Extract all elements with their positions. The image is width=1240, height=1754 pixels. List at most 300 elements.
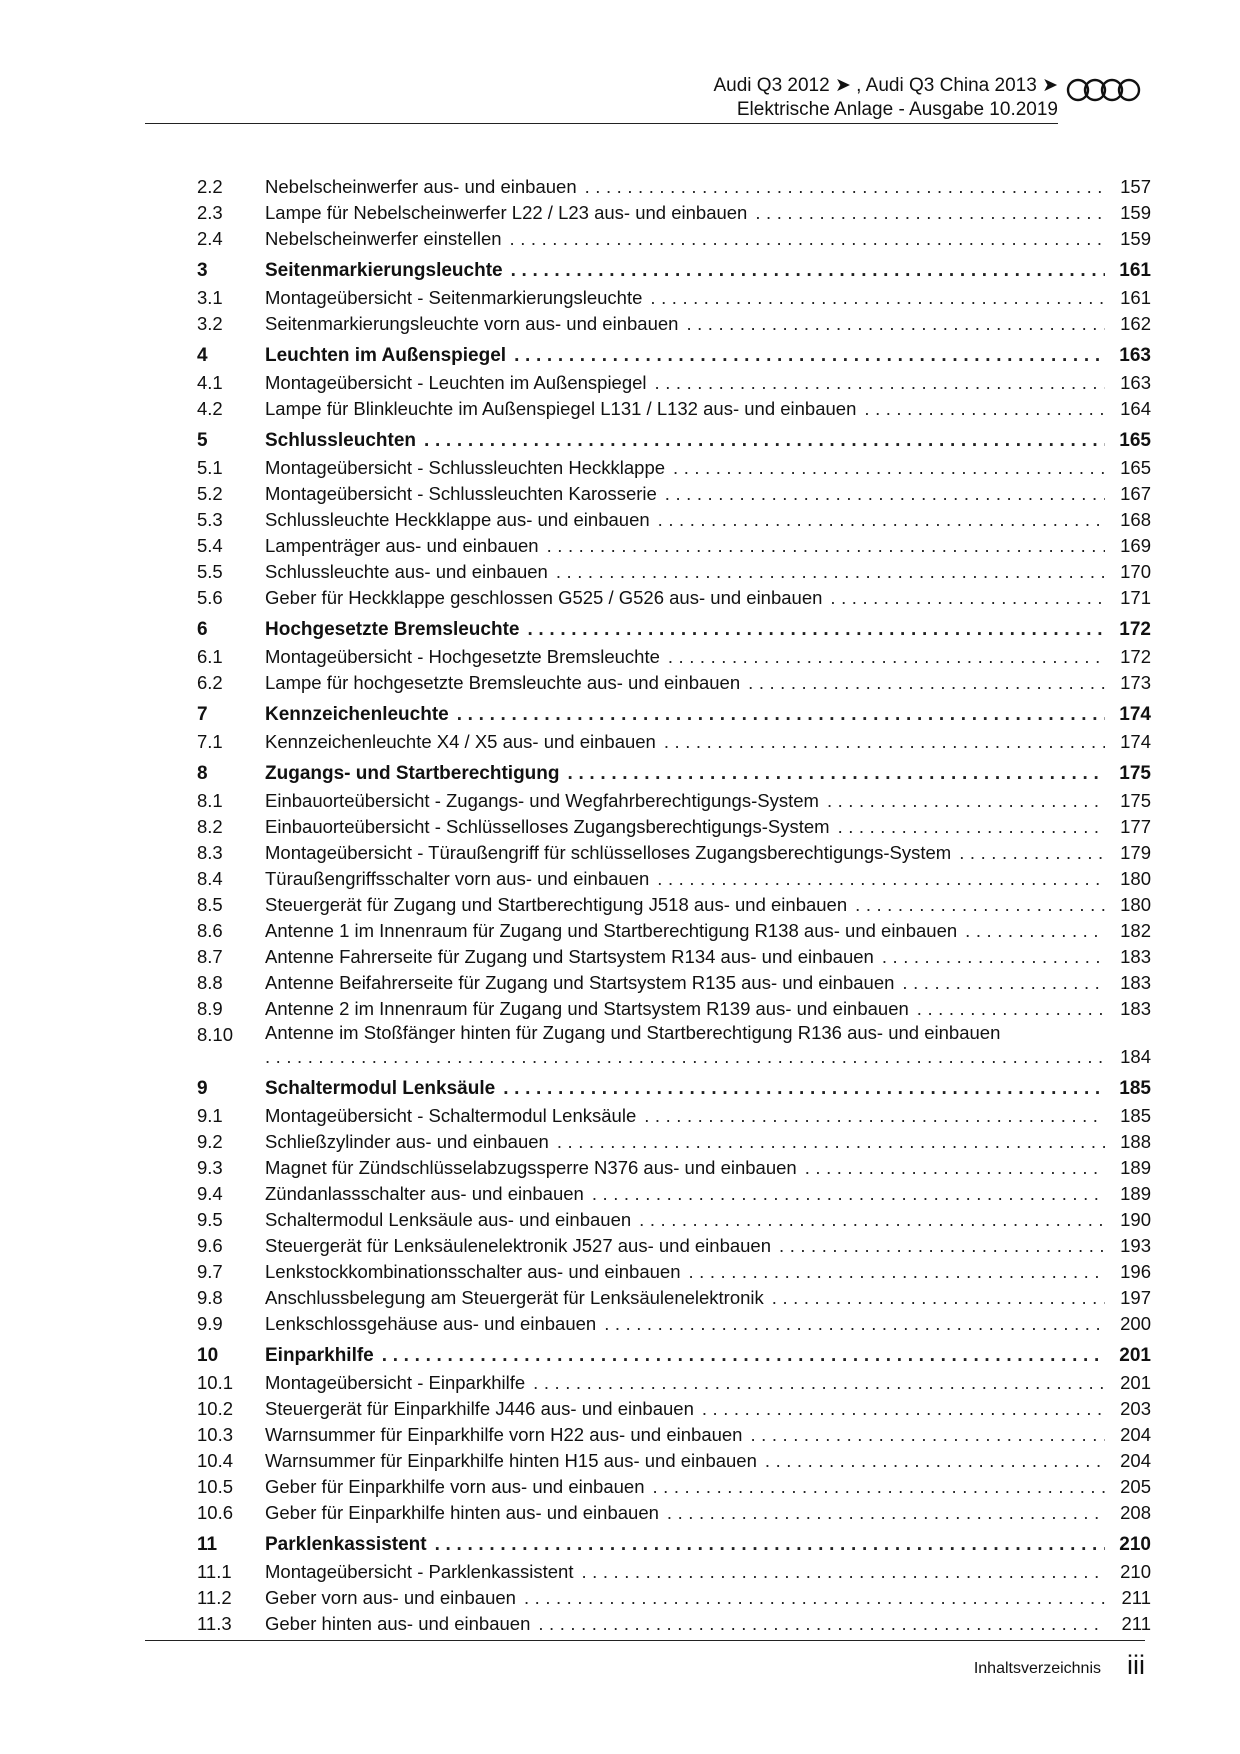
toc-section-entry[interactable] [197,918,1151,944]
toc-entry-number: 11.1 [197,1561,232,1582]
toc-entry-page: 211 [1121,1587,1151,1608]
toc-dot-leader [772,1285,1105,1311]
toc-entry-body [265,1181,1151,1207]
toc-entry-title: Steuergerät für Lenksäulenelektronik J527 aus- und einbauen [265,1235,772,1256]
toc-entry-page: 183 [1120,998,1151,1019]
toc-entry-page: 180 [1120,868,1151,889]
toc-entry-number: 9.2 [197,1131,223,1152]
toc-entry-title: Lampe für Blinkleuchte im Außenspiegel L131 / L132 aus- und einbauen [265,398,857,419]
audi-rings-icon [1065,76,1145,104]
toc-entry-title: Kennzeichenleuchte [265,704,449,725]
toc-entry-title: Montageübersicht - Leuchten im Außenspiegel [265,372,647,393]
toc-entry-body [265,761,1151,787]
toc-entry-body [265,1022,1151,1068]
toc-entry-title: Lenkstockkombinationsschalter aus- und einbauen [265,1261,681,1282]
toc-dot-leader [855,892,1105,918]
toc-entry-body [265,1343,1151,1369]
toc-entry-title: Zugangs- und Startberechtigung [265,763,560,784]
toc-entry-number: 6.1 [197,646,223,667]
toc-section-entry[interactable] [197,1585,1151,1611]
toc-dot-leader [538,1611,1105,1637]
toc-entry-number: 2.2 [197,176,223,197]
toc-entry-number: 3.1 [197,287,223,308]
toc-section-entry[interactable] [197,1207,1151,1233]
toc-entry-body [265,428,1151,454]
toc-entry-page: 175 [1119,763,1151,784]
toc-entry-page: 200 [1120,1313,1151,1334]
toc-section-entry[interactable] [197,1474,1151,1500]
toc-entry-body [265,1155,1151,1181]
toc-dot-leader [965,918,1105,944]
toc-entry-title: Montageübersicht - Schaltermodul Lenksäule [265,1105,637,1126]
toc-entry-title: Leuchten im Außenspiegel [265,345,507,366]
toc-section-entry[interactable] [197,1422,1151,1448]
toc-entry-number: 10.2 [197,1398,234,1419]
toc-entry-number: 11.3 [197,1613,232,1634]
toc-entry-number: 9 [197,1078,208,1099]
toc-entry-page: 161 [1119,260,1151,281]
toc-entry-title: Nebelscheinwerfer einstellen [265,228,502,249]
toc-entry-body [265,311,1151,337]
page-header [145,70,1145,122]
toc-section-entry[interactable] [197,866,1151,892]
toc-entry-body [265,866,1151,892]
toc-entry-body [265,1474,1151,1500]
toc-entry-number: 5.6 [197,587,223,608]
toc-entry-body [265,729,1151,755]
toc-entry-number: 10.1 [197,1372,234,1393]
page-footer [145,1640,1145,1700]
toc-entry-number: 9.4 [197,1183,223,1204]
toc-entry-page: 165 [1120,457,1151,478]
toc-entry-page: 179 [1120,842,1151,863]
toc-entry-title: Kennzeichenleuchte X4 / X5 aus- und einbauen [265,731,656,752]
toc-entry-number: 10.6 [197,1502,234,1523]
toc-entry-title: Schlussleuchte Heckklappe aus- und einbauen [265,509,650,530]
toc-entry-page: 204 [1120,1450,1151,1471]
toc-entry-page: 167 [1120,483,1151,504]
toc-entry-number: 9.9 [197,1313,223,1334]
toc-section-entry[interactable] [197,174,1151,200]
toc-entry-body [265,1311,1151,1337]
toc-section-entry[interactable] [197,1611,1151,1637]
toc-section-entry[interactable] [197,1181,1151,1207]
toc-entry-number: 6.2 [197,672,223,693]
toc-section-entry[interactable] [197,1448,1151,1474]
toc-entry-page: 210 [1119,1534,1151,1555]
footer-section-label: Inhaltsverzeichnis [973,1660,1101,1677]
toc-entry-body [265,370,1151,396]
toc-dot-leader [265,1044,1105,1068]
toc-dot-leader [664,729,1105,755]
toc-entry-page: 168 [1120,509,1151,530]
toc-entry-title: Schaltermodul Lenksäule aus- und einbauen [265,1209,632,1230]
toc-entry-number: 4.1 [197,372,223,393]
toc-dot-leader [765,1448,1105,1474]
toc-entry-body [265,285,1151,311]
toc-entry-body [265,1396,1151,1422]
toc-entry-title: Geber hinten aus- und einbauen [265,1613,531,1634]
toc-entry-body [265,481,1151,507]
toc-entry-number: 8.6 [197,920,223,941]
toc-entry-number: 10.4 [197,1450,234,1471]
toc-entry-page: 193 [1120,1235,1151,1256]
toc-entry-number: 3.2 [197,313,223,334]
toc-entry-title: Schlussleuchten [265,430,416,451]
toc-entry-body [265,970,1151,996]
toc-entry-title: Geber für Heckklappe geschlossen G525 / G526 aus- und einbauen [265,587,823,608]
toc-dot-leader [917,996,1105,1022]
toc-entry-number: 5.3 [197,509,223,530]
toc-entry-body [265,1448,1151,1474]
toc-entry-number: 2.3 [197,202,223,223]
toc-entry-title: Schlussleuchte aus- und einbauen [265,561,548,582]
toc-entry-body [265,1422,1151,1448]
toc-dot-leader [657,866,1105,892]
toc-entry-number: 8.5 [197,894,223,915]
toc-section-entry[interactable] [197,1233,1151,1259]
toc-section-entry[interactable] [197,1559,1151,1585]
toc-entry-number: 5.2 [197,483,223,504]
toc-entry-page: 189 [1120,1157,1151,1178]
toc-section-entry[interactable] [197,285,1151,311]
toc-entry-body [265,617,1151,643]
toc-entry-page: 174 [1120,731,1151,752]
toc-entry-body [265,507,1151,533]
toc-entry-page: 183 [1120,972,1151,993]
toc-dot-leader [665,481,1105,507]
toc-entry-body [265,396,1151,422]
toc-entry-number: 2.4 [197,228,223,249]
toc-entry-number: 10.5 [197,1476,234,1497]
header-vehicle-line: Audi Q3 2012 ➤ , Audi Q3 China 2013 ➤ [713,75,1058,96]
toc-entry-title: Steuergerät für Zugang und Startberechtigung J518 aus- und einbauen [265,894,848,915]
toc-entry-number: 9.3 [197,1157,223,1178]
toc-entry-page: 190 [1120,1209,1151,1230]
toc-entry-number: 5.1 [197,457,223,478]
toc-entry-number: 11 [197,1534,218,1555]
toc-entry-title: Montageübersicht - Einparkhilfe [265,1372,526,1393]
toc-section-entry[interactable] [197,1022,1151,1070]
toc-entry-title: Lenkschlossgehäuse aus- und einbauen [265,1313,597,1334]
toc-section-entry[interactable] [197,729,1151,755]
toc-entry-title: Schaltermodul Lenksäule [265,1078,496,1099]
toc-dot-leader [688,1259,1105,1285]
toc-section-entry[interactable] [197,455,1151,481]
toc-dot-leader [750,1422,1105,1448]
toc-section-entry[interactable] [197,996,1151,1022]
toc-entry-title: Antenne im Stoßfänger hinten für Zugang und Startberechtigung R136 aus- und einbauen [265,1022,1001,1043]
toc-entry-title: Schließzylinder aus- und einbauen [265,1131,549,1152]
toc-dot-leader [838,814,1105,840]
toc-dot-leader [959,840,1105,866]
toc-section-entry[interactable] [197,1155,1151,1181]
toc-dot-leader [435,1532,1105,1558]
toc-section-entry[interactable] [197,1103,1151,1129]
toc-entry-title: Nebelscheinwerfer aus- und einbauen [265,176,577,197]
toc-entry-title: Lampenträger aus- und einbauen [265,535,539,556]
toc-entry-number: 9.7 [197,1261,223,1282]
toc-entry-page: 175 [1120,790,1151,811]
toc-entry-body [265,918,1151,944]
toc-entry-title: Montageübersicht - Türaußengriff für schlüsselloses Zugangsberechtigungs-System [265,842,952,863]
toc-entry-title: Warnsummer für Einparkhilfe vorn H22 aus- und einbauen [265,1424,743,1445]
toc-entry-body [265,258,1151,284]
toc-section-entry[interactable] [197,814,1151,840]
toc-entry-page: 173 [1120,672,1151,693]
toc-entry-title: Magnet für Zündschlüsselabzugssperre N376 aus- und einbauen [265,1157,797,1178]
toc-entry-number: 7.1 [197,731,223,752]
toc-chapter-entry[interactable] [197,258,1151,285]
toc-entry-body [265,892,1151,918]
toc-entry-title: Montageübersicht - Schlussleuchten Heckklappe [265,457,666,478]
toc-dot-leader [639,1207,1105,1233]
toc-entry-body [265,533,1151,559]
toc-section-entry[interactable] [197,585,1151,611]
toc-dot-leader [581,1559,1105,1585]
toc-entry-title: Geber für Einparkhilfe hinten aus- und einbauen [265,1502,659,1523]
toc-entry-body [265,1585,1151,1611]
toc-entry-body [265,644,1151,670]
toc-entry-body [265,840,1151,866]
toc-entry-page: 172 [1119,619,1151,640]
toc-entry-page: 185 [1120,1105,1151,1126]
toc-entry-title: Hochgesetzte Bremsleuchte [265,619,520,640]
toc-entry-body [265,226,1151,252]
toc-chapter-entry[interactable] [197,617,1151,644]
toc-dot-leader [604,1311,1105,1337]
toc-entry-page: 208 [1120,1502,1151,1523]
toc-section-entry[interactable] [197,559,1151,585]
toc-entry-page: 172 [1120,646,1151,667]
toc-entry-body [265,1129,1151,1155]
toc-entry-number: 9.1 [197,1105,223,1126]
toc-entry-page: 210 [1120,1561,1151,1582]
toc-entry-page: 164 [1120,398,1151,419]
toc-entry-page: 171 [1120,587,1151,608]
toc-entry-title: Geber für Einparkhilfe vorn aus- und einbauen [265,1476,645,1497]
toc-entry-title: Seitenmarkierungsleuchte [265,260,503,281]
toc-section-entry[interactable] [197,1129,1151,1155]
toc-entry-body [265,1076,1151,1102]
toc-entry-page: 169 [1120,535,1151,556]
toc-dot-leader [830,585,1105,611]
toc-entry-body [265,455,1151,481]
toc-chapter-entry[interactable] [197,1076,1151,1103]
toc-entry-body [265,944,1151,970]
toc-entry-page: 163 [1119,345,1151,366]
toc-entry-body [265,1259,1151,1285]
toc-dot-leader [667,1500,1105,1526]
toc-entry-title: Parklenkassistent [265,1534,427,1555]
toc-chapter-entry[interactable] [197,1532,1151,1559]
toc-dot-leader [514,343,1105,369]
toc-entry-number: 8 [197,763,208,784]
toc-entry-page: 159 [1120,202,1151,223]
toc-chapter-entry[interactable] [197,1343,1151,1370]
toc-entry-page: 201 [1119,1345,1151,1366]
toc-entry-page: 170 [1120,561,1151,582]
toc-dot-leader [655,370,1105,396]
toc-dot-leader [527,617,1105,643]
toc-dot-leader [557,1129,1105,1155]
toc-entry-number: 9.6 [197,1235,223,1256]
toc-entry-body [265,1233,1151,1259]
toc-dot-leader [673,455,1105,481]
toc-entry-title: Seitenmarkierungsleuchte vorn aus- und einbauen [265,313,679,334]
toc-dot-leader [510,226,1105,252]
toc-dot-leader [702,1396,1105,1422]
toc-entry-number: 6 [197,619,208,640]
toc-entry-body [265,1532,1151,1558]
toc-entry-number: 5.4 [197,535,223,556]
toc-entry-title: Antenne Fahrerseite für Zugang und Startsystem R134 aus- und einbauen [265,946,874,967]
toc-dot-leader [524,1585,1105,1611]
toc-entry-page: 180 [1120,894,1151,915]
toc-entry-body [265,1103,1151,1129]
toc-section-entry[interactable] [197,944,1151,970]
toc-section-entry[interactable] [197,1259,1151,1285]
toc-entry-number: 3 [197,260,208,281]
toc-entry-page: 196 [1120,1261,1151,1282]
toc-entry-number: 8.8 [197,972,223,993]
toc-chapter-entry[interactable] [197,428,1151,455]
toc-entry-page: 163 [1120,372,1151,393]
toc-dot-leader [882,944,1105,970]
toc-entry-number: 8.9 [197,998,223,1019]
toc-entry-title: Warnsummer für Einparkhilfe hinten H15 aus- und einbauen [265,1450,757,1471]
toc-entry-title: Antenne 2 im Innenraum für Zugang und Startsystem R139 aus- und einbauen [265,998,909,1019]
toc-entry-title: Montageübersicht - Parklenkassistent [265,1561,574,1582]
toc-entry-body [265,996,1151,1022]
toc-entry-number: 8.2 [197,816,223,837]
toc-section-entry[interactable] [197,226,1151,252]
toc-section-entry[interactable] [197,670,1151,696]
toc-entry-number: 5 [197,430,208,451]
toc-entry-body [265,559,1151,585]
toc-dot-leader [779,1233,1105,1259]
toc-chapter-entry[interactable] [197,343,1151,370]
toc-dot-leader [503,1076,1105,1102]
toc-entry-page: 189 [1120,1183,1151,1204]
toc-section-entry[interactable] [197,1311,1151,1337]
toc-dot-leader [533,1370,1105,1396]
toc-entry-title: Türaußengriffsschalter vorn aus- und einbauen [265,868,650,889]
toc-dot-leader [382,1343,1105,1369]
toc-entry-page: 183 [1120,946,1151,967]
toc-entry-page: 182 [1120,920,1151,941]
toc-entry-page: 203 [1120,1398,1151,1419]
toc-section-entry[interactable] [197,788,1151,814]
toc-entry-title: Einbauorteübersicht - Schlüsselloses Zugangsberechtigungs-System [265,816,830,837]
toc-section-entry[interactable] [197,1285,1151,1311]
toc-entry-page: 174 [1119,704,1151,725]
toc-entry-body [265,1370,1151,1396]
toc-entry-number: 9.5 [197,1209,223,1230]
toc-entry-page: 211 [1121,1613,1151,1634]
toc-entry-page: 162 [1120,313,1151,334]
toc-entry-title: Zündanlassschalter aus- und einbauen [265,1183,584,1204]
footer-page-number: iii [1127,1650,1145,1680]
toc-entry-page: 197 [1120,1287,1151,1308]
toc-entry-continuation [265,1044,1151,1068]
toc-section-entry[interactable] [197,507,1151,533]
toc-entry-number: 8.3 [197,842,223,863]
toc-entry-page: 159 [1120,228,1151,249]
toc-dot-leader [653,1474,1106,1500]
toc-entry-title: Lampe für hochgesetzte Bremsleuchte aus- und einbauen [265,672,741,693]
toc-entry-page: 165 [1119,430,1151,451]
toc-section-entry[interactable] [197,481,1151,507]
toc-section-entry[interactable] [197,840,1151,866]
toc-dot-leader [585,174,1105,200]
toc-section-entry[interactable] [197,311,1151,337]
toc-section-entry[interactable] [197,1396,1151,1422]
toc-entry-number: 9.8 [197,1287,223,1308]
footer-rule [145,1640,1145,1641]
toc-entry-body [265,814,1151,840]
toc-dot-leader [592,1181,1105,1207]
toc-section-entry[interactable] [197,644,1151,670]
toc-dot-leader [568,761,1106,787]
toc-section-entry[interactable] [197,1370,1151,1396]
toc-entry-body [265,174,1151,200]
toc-entry-title: Montageübersicht - Hochgesetzte Bremsleuchte [265,646,660,667]
toc-entry-page: 177 [1120,816,1151,837]
toc-entry-number: 11.2 [197,1587,232,1608]
toc-section-entry[interactable] [197,200,1151,226]
toc-section-entry[interactable] [197,533,1151,559]
toc-chapter-entry[interactable] [197,761,1151,788]
toc-chapter-entry[interactable] [197,702,1151,729]
toc-entry-body [265,585,1151,611]
toc-entry-title: Geber vorn aus- und einbauen [265,1587,516,1608]
toc-entry-number: 8.1 [197,790,223,811]
toc-entry-title: Steuergerät für Einparkhilfe J446 aus- und einbauen [265,1398,694,1419]
toc-dot-leader [547,533,1105,559]
toc-section-entry[interactable] [197,892,1151,918]
toc-entry-body [265,1500,1151,1526]
toc-entry-page: 205 [1120,1476,1151,1497]
toc-entry-title: Antenne Beifahrerseite für Zugang und Startsystem R135 aus- und einbauen [265,972,895,993]
table-of-contents [197,174,1151,1637]
toc-entry-body [265,670,1151,696]
toc-entry-number: 10 [197,1345,219,1366]
toc-entry-title: Anschlussbelegung am Steuergerät für Lenksäulenelektronik [265,1287,764,1308]
toc-dot-leader [805,1155,1105,1181]
toc-entry-number: 8.10 [197,1024,234,1045]
toc-entry-page: 161 [1120,287,1151,308]
toc-entry-body [265,200,1151,226]
toc-entry-body [265,702,1151,728]
toc-entry-title: Einparkhilfe [265,1345,374,1366]
toc-entry-body [265,1207,1151,1233]
toc-dot-leader [424,428,1105,454]
toc-section-entry[interactable] [197,370,1151,396]
toc-entry-title: Antenne 1 im Innenraum für Zugang und Startberechtigung R138 aus- und einbauen [265,920,958,941]
toc-section-entry[interactable] [197,1500,1151,1526]
toc-entry-title: Einbauorteübersicht - Zugangs- und Wegfahrberechtigungs-System [265,790,819,811]
toc-entry-page: 157 [1120,176,1151,197]
toc-dot-leader [686,311,1105,337]
toc-entry-number: 7 [197,704,208,725]
toc-entry-body [265,343,1151,369]
toc-entry-title: Montageübersicht - Schlussleuchten Karosserie [265,483,657,504]
toc-dot-leader [755,200,1105,226]
toc-section-entry[interactable] [197,396,1151,422]
header-rule [145,123,1058,124]
toc-section-entry[interactable] [197,970,1151,996]
